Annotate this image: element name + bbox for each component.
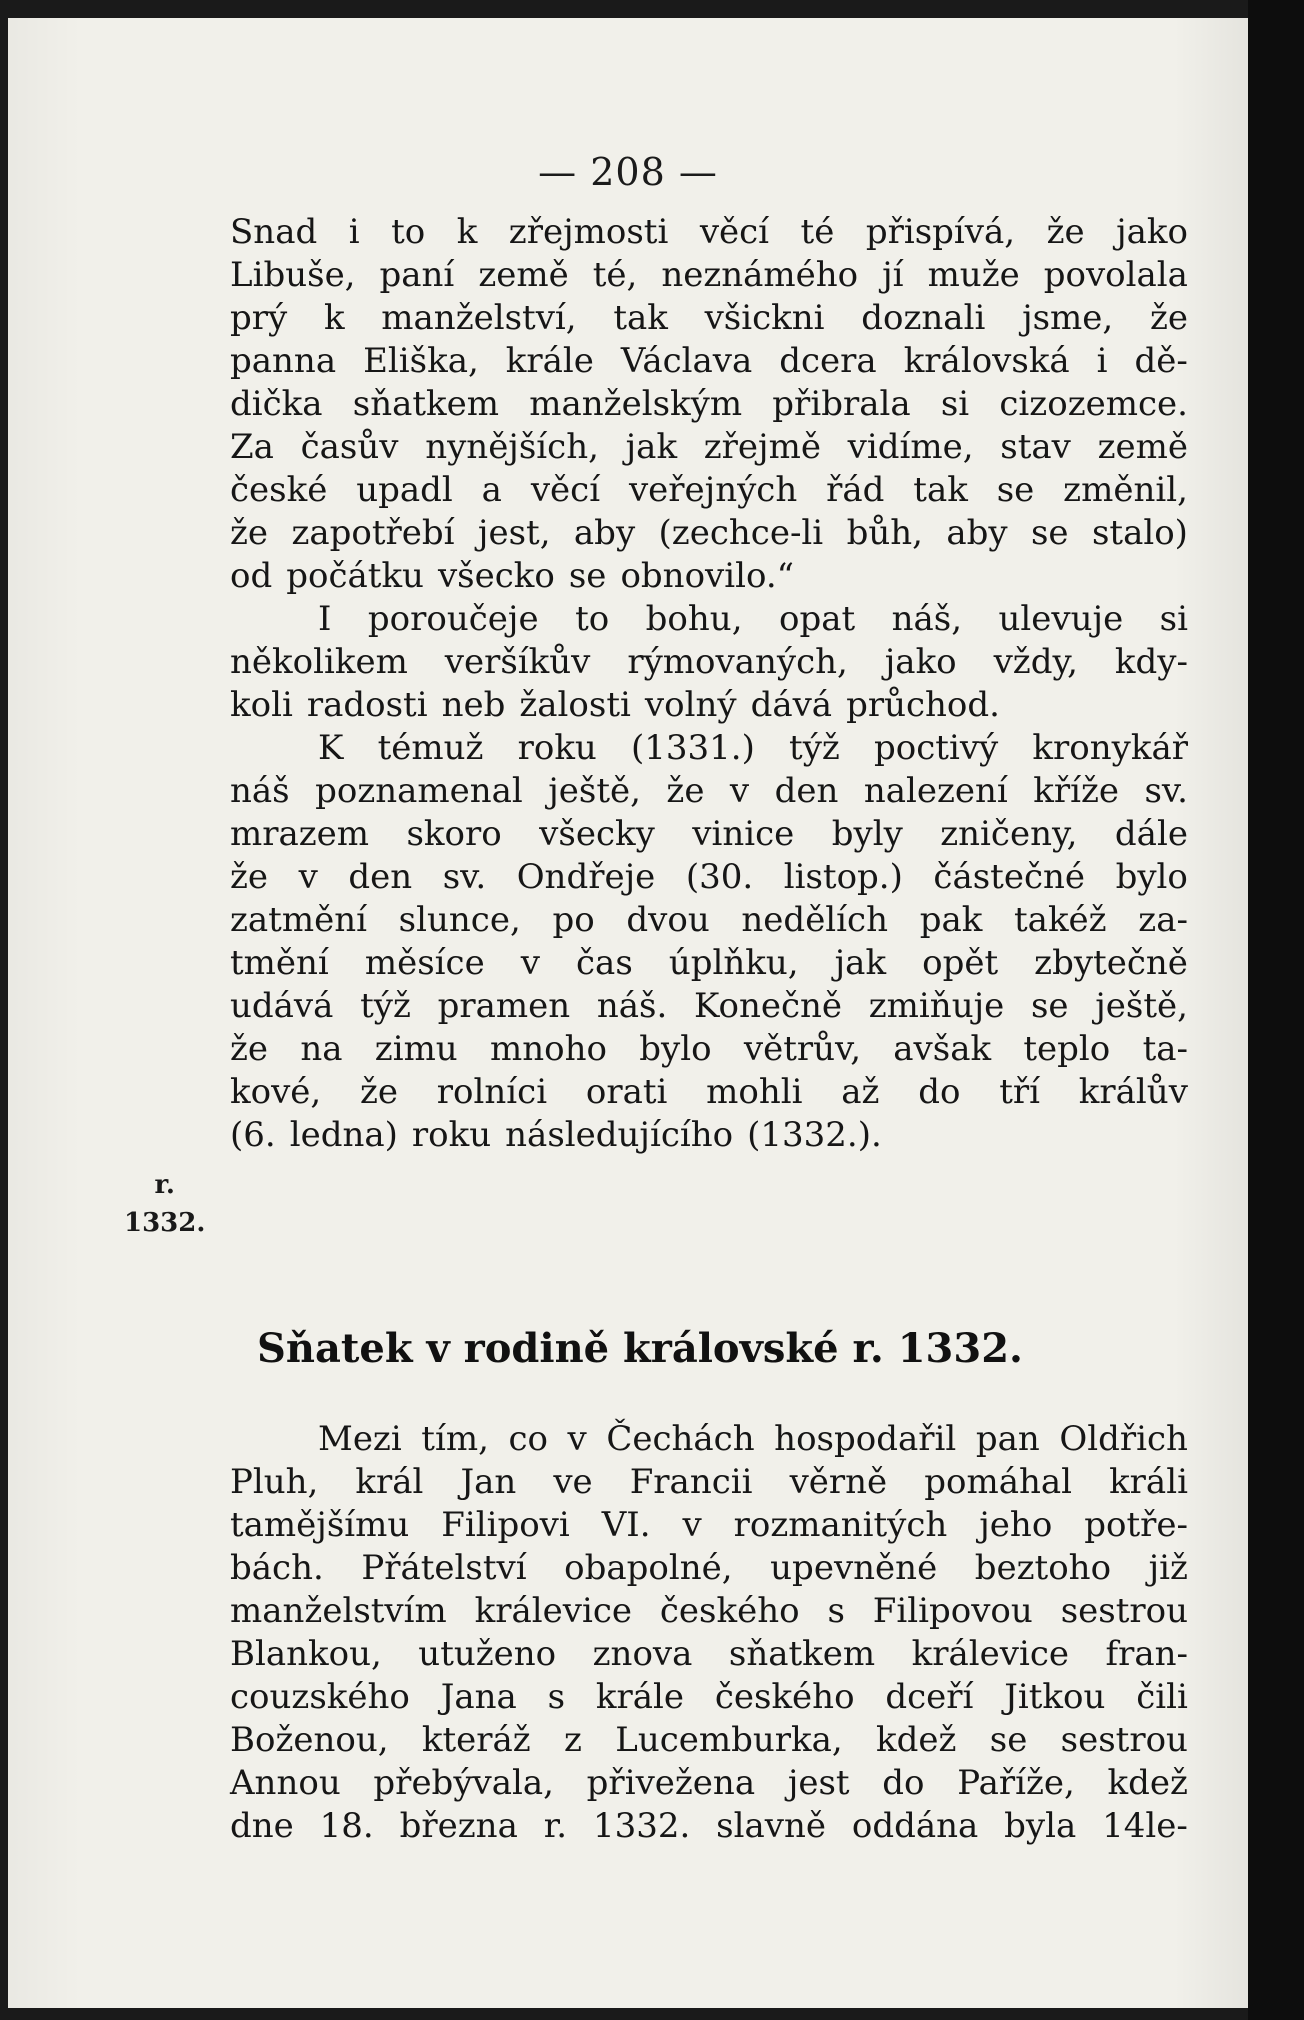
word: to (391, 212, 426, 252)
word: jeho (979, 1505, 1053, 1545)
word: couzského (230, 1677, 410, 1717)
text-line (230, 555, 1188, 598)
word: panna (230, 341, 337, 381)
margin-note-line-1: r. (154, 1170, 175, 1200)
word: Eliška, (363, 341, 479, 381)
word: zatmění (230, 900, 367, 940)
word: nynějších, (425, 427, 599, 467)
text-line (230, 1418, 1188, 1461)
word: Přátelství (361, 1548, 527, 1588)
word: den (348, 857, 413, 897)
text-line (230, 1805, 1188, 1848)
word: přivežena (586, 1763, 756, 1803)
word: března (399, 1806, 518, 1846)
word: tří (999, 1072, 1041, 1112)
word: té, (592, 255, 638, 295)
text-line (230, 942, 1188, 985)
word: pak (919, 900, 983, 940)
word: neb (441, 685, 506, 725)
word: krále (595, 1677, 685, 1717)
word: bách. (230, 1548, 324, 1588)
word: stav (1000, 427, 1071, 467)
word: náš. (596, 986, 668, 1026)
word: mnoho (490, 1029, 607, 1069)
text-line (230, 1590, 1188, 1633)
word: se (1030, 986, 1069, 1026)
word: bohu, (645, 599, 743, 639)
word: průchod. (846, 685, 1000, 725)
word: že (1046, 212, 1085, 252)
word: s (827, 1591, 845, 1631)
word: veřejných (628, 470, 798, 510)
word: ta- (1142, 1029, 1188, 1069)
word: následujícího (505, 1115, 734, 1155)
word: aby (573, 513, 636, 553)
word: král (355, 1462, 424, 1502)
text-line (230, 856, 1188, 899)
word: Francii (629, 1462, 753, 1502)
word: si (940, 384, 970, 424)
word: větrův, (743, 1029, 861, 1069)
word: jsme, (1022, 298, 1114, 338)
word: (1331.) (631, 728, 755, 768)
word: jest (787, 1763, 850, 1803)
book-page (8, 18, 1248, 2008)
word: králi (1109, 1462, 1188, 1502)
text-line (230, 1676, 1188, 1719)
scan-border (1248, 0, 1304, 2020)
paragraph-1 (230, 211, 1188, 598)
word: doznali (861, 298, 986, 338)
word: země (478, 255, 569, 295)
word: náš (230, 771, 290, 811)
word: všickni (704, 298, 825, 338)
word: oddána (851, 1806, 979, 1846)
word: úplňku, (668, 943, 799, 983)
word: v (520, 943, 540, 983)
word: rozmanitých (733, 1505, 948, 1545)
word: upadl (356, 470, 453, 510)
word: ve (553, 1462, 593, 1502)
text-line (230, 985, 1188, 1028)
word: královská (903, 341, 1070, 381)
word: do (918, 1072, 961, 1112)
word: potře- (1084, 1505, 1188, 1545)
text-line (230, 899, 1188, 942)
word: upevněné (770, 1548, 938, 1588)
word: řád (826, 470, 885, 510)
paragraph-3 (230, 727, 1188, 1157)
word: teplo (1023, 1029, 1111, 1069)
word: se (1030, 513, 1069, 553)
word: i (348, 212, 360, 252)
text-line (230, 254, 1188, 297)
margin-year-note (124, 1166, 205, 1242)
word: že (230, 513, 269, 553)
word: témuž (377, 728, 484, 768)
word: opět (922, 943, 999, 983)
section-heading-text: Sňatek v rodině královské r. 1332. (257, 1325, 1023, 1372)
word: k (456, 212, 478, 252)
word: žalosti (519, 685, 631, 725)
word: kříže (1033, 771, 1120, 811)
word: se (568, 556, 607, 596)
word: poznamenal (315, 771, 523, 811)
word: orati (585, 1072, 668, 1112)
word: (30. (685, 857, 754, 897)
word: počátku (286, 556, 424, 596)
word: (1332.). (747, 1115, 882, 1155)
word: veršíkův (444, 642, 591, 682)
word: neznámého (661, 255, 859, 295)
word: věrně (789, 1462, 888, 1502)
word: až (841, 1072, 880, 1112)
word: mrazem (230, 814, 370, 854)
text-line (230, 383, 1188, 426)
word: obapolné, (564, 1548, 733, 1588)
word: Paříže, (957, 1763, 1075, 1803)
word: poctivý (874, 728, 999, 768)
text-line (230, 770, 1188, 813)
word: beztoho (974, 1548, 1112, 1588)
word: fran- (1105, 1634, 1188, 1674)
word: české (230, 470, 328, 510)
word: kdy- (1114, 642, 1188, 682)
word: 14le- (1102, 1806, 1188, 1846)
word: Čechách (606, 1419, 755, 1459)
word: si (1159, 599, 1188, 639)
text-line (230, 1504, 1188, 1547)
word: měsíce (364, 943, 485, 983)
word: z (564, 1720, 582, 1760)
text-line (230, 1633, 1188, 1676)
word: prý (230, 298, 288, 338)
paragraph-4 (230, 1418, 1188, 1848)
word: utuženo (418, 1634, 557, 1674)
word: čili (1136, 1677, 1188, 1717)
word: králevice (474, 1591, 632, 1631)
word: že (666, 771, 705, 811)
word: rýmovaných, (627, 642, 848, 682)
word: Za (230, 427, 274, 467)
word: po (552, 900, 595, 940)
word: že (359, 1072, 399, 1112)
word: ledna) (289, 1115, 398, 1155)
text-line (230, 340, 1188, 383)
word: slavně (716, 1806, 826, 1846)
word: sestrou (1060, 1591, 1188, 1631)
word: vinice (692, 814, 795, 854)
word: zřejmě (703, 427, 821, 467)
word: listop.) (783, 857, 903, 897)
word: aby (946, 513, 1008, 553)
word: slunce, (398, 900, 521, 940)
word: již (1148, 1548, 1188, 1588)
word: Ondřeje (516, 857, 656, 897)
word: mohli (706, 1072, 803, 1112)
word: zapotřebí (291, 513, 455, 553)
word: králevice (911, 1634, 1069, 1674)
text-line (230, 1028, 1188, 1071)
word: čas (576, 943, 633, 983)
word: v (729, 771, 750, 811)
word: týž (789, 728, 840, 768)
word: VI. (601, 1505, 651, 1545)
text-line (230, 813, 1188, 856)
word: 18. (319, 1806, 374, 1846)
word: povolala (1043, 255, 1188, 295)
word: dává (750, 685, 833, 725)
text-line (230, 1461, 1188, 1504)
word: týž (360, 986, 411, 1026)
word: zničeny, (940, 814, 1078, 854)
word: přebývala, (373, 1763, 554, 1803)
word: sňatkem (728, 1634, 876, 1674)
word: jak (834, 943, 887, 983)
word: Konečně (694, 986, 843, 1026)
word: od (230, 556, 273, 596)
word: kdež (876, 1720, 957, 1760)
word: zbytečně (1034, 943, 1188, 983)
word: Boženou, (230, 1720, 389, 1760)
text-line (230, 211, 1188, 254)
word: přibrala (772, 384, 911, 424)
word: avšak (893, 1029, 992, 1069)
word: kdež (1107, 1763, 1188, 1803)
word: cizozemce. (999, 384, 1188, 424)
word: časův (300, 427, 399, 467)
word: jak (625, 427, 678, 467)
word: Pluh, (230, 1462, 319, 1502)
word: věcí (530, 470, 601, 510)
word: paní (379, 255, 455, 295)
word: sv. (1144, 771, 1188, 811)
word: sňatkem (352, 384, 500, 424)
word: bylo (639, 1029, 712, 1069)
word: tmění (230, 943, 329, 983)
word: udává (230, 986, 334, 1026)
word: nedělích (741, 900, 888, 940)
word: muže (927, 255, 1020, 295)
word: opat (778, 599, 856, 639)
word: Blankou, (230, 1634, 382, 1674)
text-line (230, 297, 1188, 340)
word: Annou (230, 1763, 341, 1803)
word: a (481, 470, 502, 510)
word: s (547, 1677, 566, 1717)
word: pomáhal (924, 1462, 1073, 1502)
word: Jana (440, 1677, 517, 1717)
page-number: — 208 — (538, 150, 718, 194)
text-line (230, 1547, 1188, 1590)
word: k (323, 298, 345, 338)
word: Snad (230, 212, 318, 252)
word: že (1149, 298, 1188, 338)
word: přispívá, (865, 212, 1016, 252)
word: Oldřich (1059, 1419, 1188, 1459)
word: českého (659, 1591, 800, 1631)
word: několikem (230, 642, 408, 682)
word: manželství, (381, 298, 577, 338)
word: se (996, 470, 1035, 510)
word: manželským (529, 384, 743, 424)
text-line (230, 598, 1188, 641)
word: roku (517, 728, 597, 768)
word: té (800, 212, 835, 252)
word: Libuše, (230, 255, 356, 295)
text-line (230, 684, 1188, 727)
word: 1332. (592, 1806, 691, 1846)
word: dě- (1134, 341, 1188, 381)
word: Václava (620, 341, 753, 381)
paragraph-2 (230, 598, 1188, 727)
word: poroučeje (367, 599, 539, 639)
word: kronykář (1032, 728, 1188, 768)
word: obnovilo.“ (620, 556, 795, 596)
word: dička (230, 384, 323, 424)
word: hospodařil (774, 1419, 957, 1459)
word: se (989, 1720, 1028, 1760)
margin-note-line-2: 1332. (124, 1208, 206, 1238)
word: že (230, 857, 269, 897)
word: ještě, (1095, 986, 1188, 1026)
word: v (298, 857, 318, 897)
word: rolníci (436, 1072, 548, 1112)
text-line (230, 727, 1188, 770)
word: českého (714, 1677, 855, 1717)
word: co (508, 1419, 548, 1459)
word: znova (592, 1634, 693, 1674)
word: vždy, (993, 642, 1078, 682)
word: takéž (1014, 900, 1107, 940)
word: všecky (539, 814, 655, 854)
word: dcera (779, 341, 877, 381)
word: tak (613, 298, 668, 338)
word: dceří (885, 1677, 974, 1717)
word: bůh, (846, 513, 923, 553)
word: den (774, 771, 839, 811)
word: králův (1078, 1072, 1188, 1112)
word: koli (230, 685, 293, 725)
word: zřejmosti (508, 212, 669, 252)
word: ještě, (548, 771, 641, 811)
text-line (230, 1071, 1188, 1114)
word: manželstvím (230, 1591, 447, 1631)
text-line (230, 641, 1188, 684)
word: částečné (933, 857, 1086, 897)
word: byly (831, 814, 903, 854)
word: náš, (891, 599, 963, 639)
word: kteráž (421, 1720, 531, 1760)
word: do (882, 1763, 925, 1803)
word: volný (644, 685, 737, 725)
word: dne (230, 1806, 294, 1846)
text-line (230, 1719, 1188, 1762)
text-line (230, 1114, 1188, 1157)
word: stalo) (1091, 513, 1188, 553)
word: to (575, 599, 610, 639)
word: r. (543, 1806, 568, 1846)
word: Jitkou (1004, 1677, 1106, 1717)
word: tak (913, 470, 968, 510)
word: na (300, 1029, 343, 1069)
word: pramen (437, 986, 571, 1026)
word: jí (882, 255, 904, 295)
word: za- (1138, 900, 1188, 940)
word: kové, (230, 1072, 322, 1112)
word: Jan (460, 1462, 517, 1502)
word: nalezení (863, 771, 1008, 811)
word: byla (1004, 1806, 1077, 1846)
word: země (1097, 427, 1188, 467)
word: Lucemburka, (615, 1720, 843, 1760)
word: změnil, (1063, 470, 1188, 510)
word: dvou (626, 900, 710, 940)
word: dále (1114, 814, 1188, 854)
word: zmiňuje (868, 986, 1005, 1026)
word: v (567, 1419, 587, 1459)
word: tamějšímu (230, 1505, 410, 1545)
word: jako (1116, 212, 1188, 252)
word: sv. (442, 857, 487, 897)
word: Mezi (318, 1419, 402, 1459)
word: i (1096, 341, 1108, 381)
word: tím, (421, 1419, 489, 1459)
word: pan (975, 1419, 1040, 1459)
section-heading (8, 1325, 1248, 1372)
word: jest, (477, 513, 551, 553)
text-line (230, 469, 1188, 512)
word: (6. (230, 1115, 276, 1155)
word: v (682, 1505, 702, 1545)
word: všecko (437, 556, 555, 596)
word: roku (411, 1115, 492, 1155)
word: K (318, 728, 344, 768)
word: skoro (406, 814, 502, 854)
word: Filipovi (441, 1505, 570, 1545)
word: bylo (1115, 857, 1188, 897)
word: zimu (374, 1029, 458, 1069)
word: Filipovou (872, 1591, 1033, 1631)
word: I (318, 599, 332, 639)
word: sestrou (1060, 1720, 1188, 1760)
word: (zechce-li (658, 513, 824, 553)
text-line (230, 512, 1188, 555)
word: radosti (306, 685, 428, 725)
word: vidíme, (847, 427, 974, 467)
text-line (230, 1762, 1188, 1805)
text-line (230, 426, 1188, 469)
word: ulevuje (998, 599, 1124, 639)
word: věcí (699, 212, 770, 252)
word: že (230, 1029, 269, 1069)
word: krále (505, 341, 594, 381)
word: jako (884, 642, 957, 682)
